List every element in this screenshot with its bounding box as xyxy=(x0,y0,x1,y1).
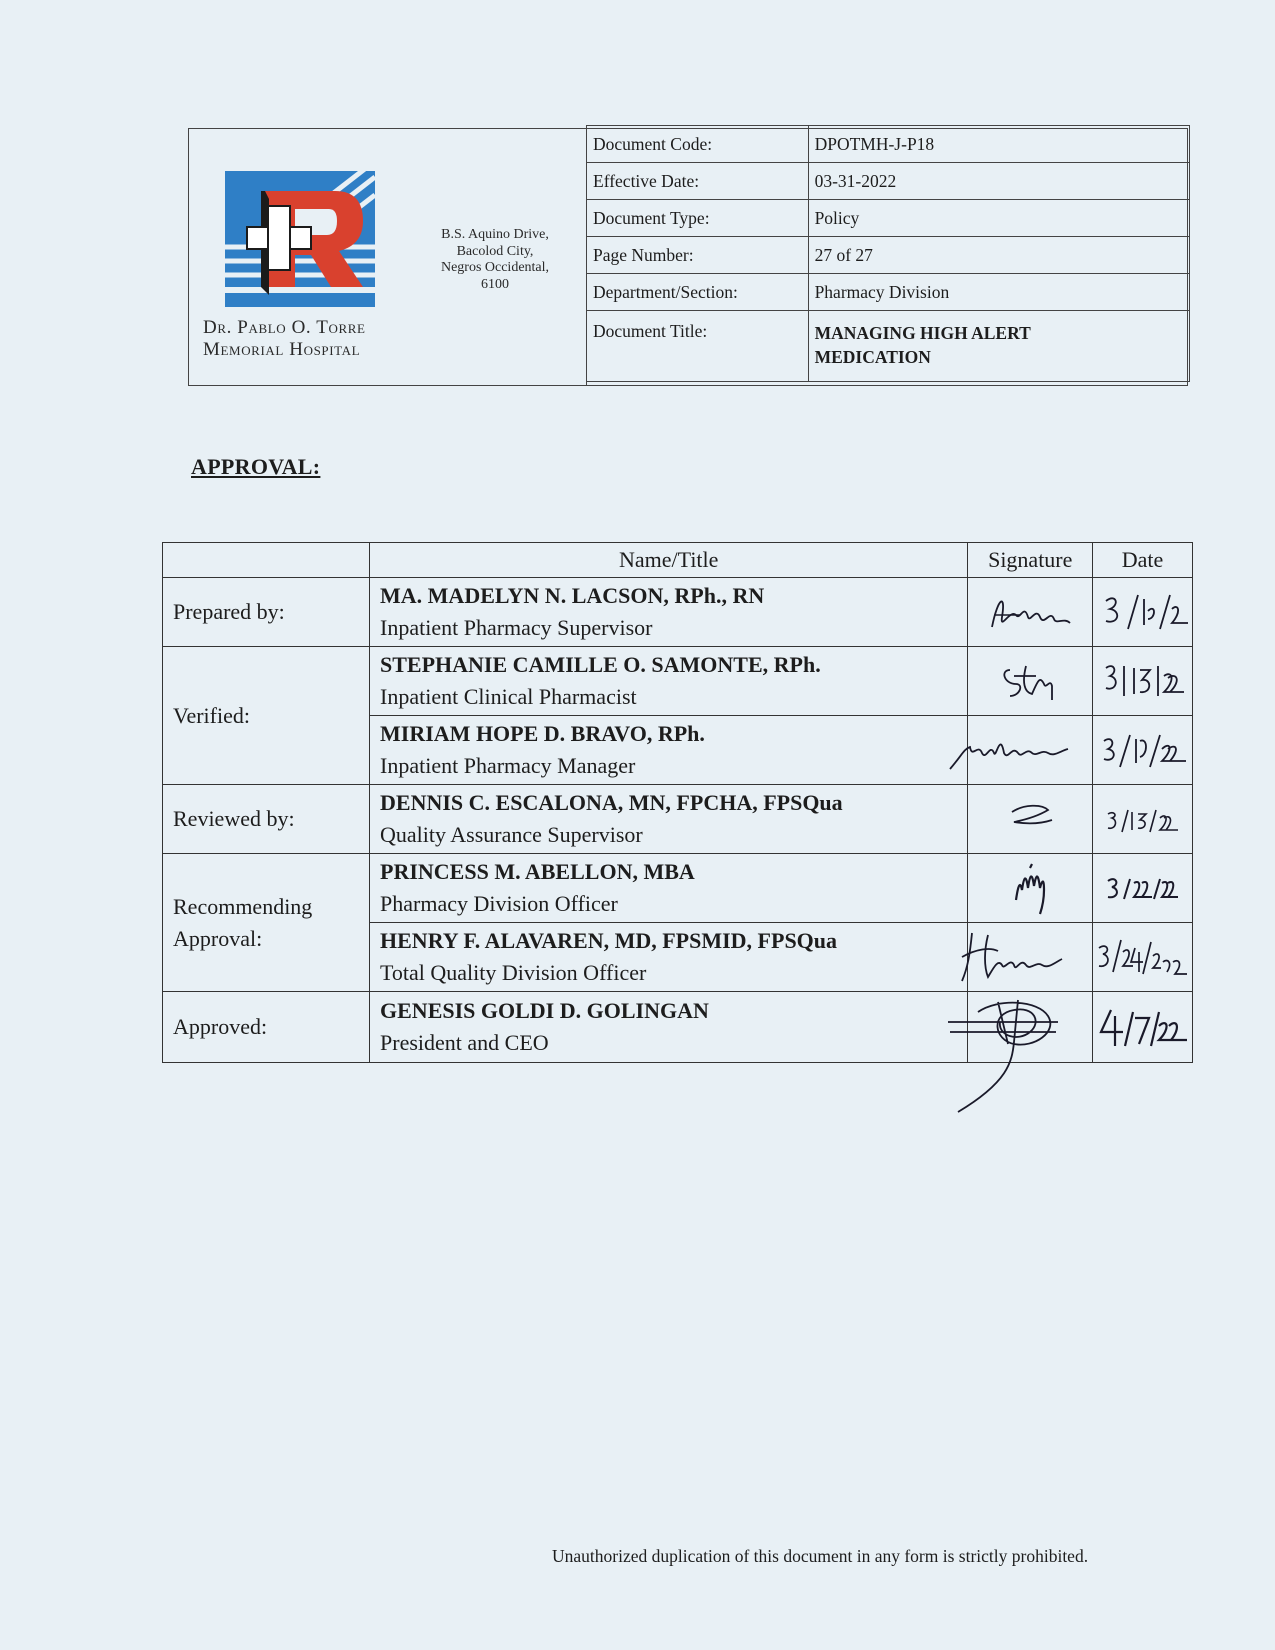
document-type-value: Policy xyxy=(808,200,1189,237)
hospital-logo-icon xyxy=(225,165,375,315)
effective-date-value: 03-31-2022 xyxy=(808,163,1189,200)
signature-cell xyxy=(968,716,1093,785)
handwritten-signature xyxy=(980,587,1080,637)
address-line: B.S. Aquino Drive, xyxy=(441,227,549,242)
person-cell xyxy=(370,785,968,854)
hospital-address xyxy=(417,227,573,293)
role-label xyxy=(163,854,370,992)
info-row-type xyxy=(587,200,1190,237)
field-label: Page Number: xyxy=(587,237,809,274)
date-column-header: Date xyxy=(1093,543,1193,578)
page-number-value: 27 of 27 xyxy=(808,237,1189,274)
document-info-table xyxy=(586,125,1190,382)
signature-cell xyxy=(968,923,1093,992)
person-title: Inpatient Pharmacy Manager xyxy=(380,753,636,778)
address-line: Negros Occidental, xyxy=(440,260,550,275)
signature-cell xyxy=(968,647,1093,716)
date-cell xyxy=(1093,716,1193,785)
document-title-value xyxy=(808,311,1189,382)
field-label: Document Type: xyxy=(587,200,809,237)
person-name: STEPHANIE CAMILLE O. SAMONTE, RPh. xyxy=(380,652,821,677)
person-title: Pharmacy Division Officer xyxy=(380,891,618,916)
info-row-date xyxy=(587,163,1190,200)
person-name: MA. MADELYN N. LACSON, RPh., RN xyxy=(380,583,765,608)
handwritten-date xyxy=(1098,658,1188,704)
handwritten-signature xyxy=(948,725,1078,775)
person-title: Quality Assurance Supervisor xyxy=(380,822,643,847)
address-line: 6100 xyxy=(481,276,509,292)
person-title: Inpatient Clinical Pharmacist xyxy=(380,684,637,709)
role-label: Reviewed by: xyxy=(163,785,370,854)
person-title: Inpatient Pharmacy Supervisor xyxy=(380,615,653,640)
person-cell xyxy=(370,854,968,923)
address-line: Bacolod City, xyxy=(456,243,534,259)
department-value: Pharmacy Division xyxy=(808,274,1189,311)
handwritten-date xyxy=(1098,727,1188,773)
person-name: MIRIAM HOPE D. BRAVO, RPh. xyxy=(380,721,705,746)
handwritten-date xyxy=(1095,1002,1191,1052)
handwritten-date xyxy=(1098,865,1188,911)
field-label: Effective Date: xyxy=(587,163,809,200)
person-cell xyxy=(370,578,968,647)
info-row-department xyxy=(587,274,1190,311)
info-row-title xyxy=(587,311,1190,382)
field-label: Document Code: xyxy=(587,126,809,163)
handwritten-signature xyxy=(980,656,1080,706)
handwritten-signature xyxy=(980,860,1080,916)
role-label: Verified: xyxy=(163,647,370,785)
date-cell xyxy=(1093,854,1193,923)
date-cell xyxy=(1093,992,1193,1063)
role-label: Approved: xyxy=(163,992,370,1063)
field-label: Department/Section: xyxy=(587,274,809,311)
signature-cell xyxy=(968,854,1093,923)
signature-column-header: Signature xyxy=(968,543,1093,578)
person-cell xyxy=(370,647,968,716)
person-cell xyxy=(370,716,968,785)
handwritten-date xyxy=(1098,589,1188,635)
hospital-name xyxy=(203,317,413,361)
info-row-code xyxy=(587,126,1190,163)
field-label: Document Title: xyxy=(587,311,809,382)
hospital-name-line1: Dr. Pablo O. Torre xyxy=(203,317,366,338)
footer-notice: Unauthorized duplication of this document in any form is strictly prohibited. xyxy=(552,1546,1089,1566)
handwritten-date xyxy=(1098,796,1188,842)
approval-row xyxy=(163,854,1193,923)
role-label: Prepared by: xyxy=(163,578,370,647)
approval-row xyxy=(163,992,1193,1063)
title-line1: MANAGING HIGH ALERT xyxy=(814,323,1031,343)
date-cell xyxy=(1093,578,1193,647)
date-cell xyxy=(1093,785,1193,854)
role-label-line1: Recommending xyxy=(173,893,313,919)
person-name: GENESIS GOLDI D. GOLINGAN xyxy=(380,998,709,1023)
role-label-line2: Approval: xyxy=(173,925,263,951)
document-header xyxy=(188,128,1188,386)
person-name: HENRY F. ALAVAREN, MD, FPSMID, FPSQua xyxy=(380,928,838,953)
name-column-header: Name/Title xyxy=(370,543,968,578)
document-code-value: DPOTMH-J-P18 xyxy=(808,126,1189,163)
date-cell xyxy=(1093,647,1193,716)
date-cell xyxy=(1093,923,1193,992)
handwritten-signature xyxy=(954,927,1084,987)
role-column-header xyxy=(163,543,370,578)
hospital-name-line2: Memorial Hospital xyxy=(203,339,361,360)
approval-row xyxy=(163,785,1193,854)
title-line2: MEDICATION xyxy=(814,347,931,367)
signature-cell xyxy=(968,785,1093,854)
handwritten-signature xyxy=(980,794,1080,844)
person-title: Total Quality Division Officer xyxy=(380,960,647,985)
logo-area xyxy=(189,129,587,385)
info-row-page xyxy=(587,237,1190,274)
approval-header-row xyxy=(163,543,1193,578)
person-name: PRINCESS M. ABELLON, MBA xyxy=(380,859,695,884)
handwritten-signature xyxy=(938,992,1088,1062)
approval-row xyxy=(163,647,1193,716)
approval-heading: APPROVAL: xyxy=(191,454,321,479)
approval-row xyxy=(163,578,1193,647)
signature-cell xyxy=(968,992,1093,1063)
person-title: President and CEO xyxy=(380,1030,549,1055)
approval-table xyxy=(162,542,1193,1063)
person-cell xyxy=(370,923,968,992)
handwritten-date xyxy=(1095,932,1191,982)
signature-cell xyxy=(968,578,1093,647)
person-name: DENNIS C. ESCALONA, MN, FPCHA, FPSQua xyxy=(380,790,843,815)
person-cell xyxy=(370,992,968,1063)
